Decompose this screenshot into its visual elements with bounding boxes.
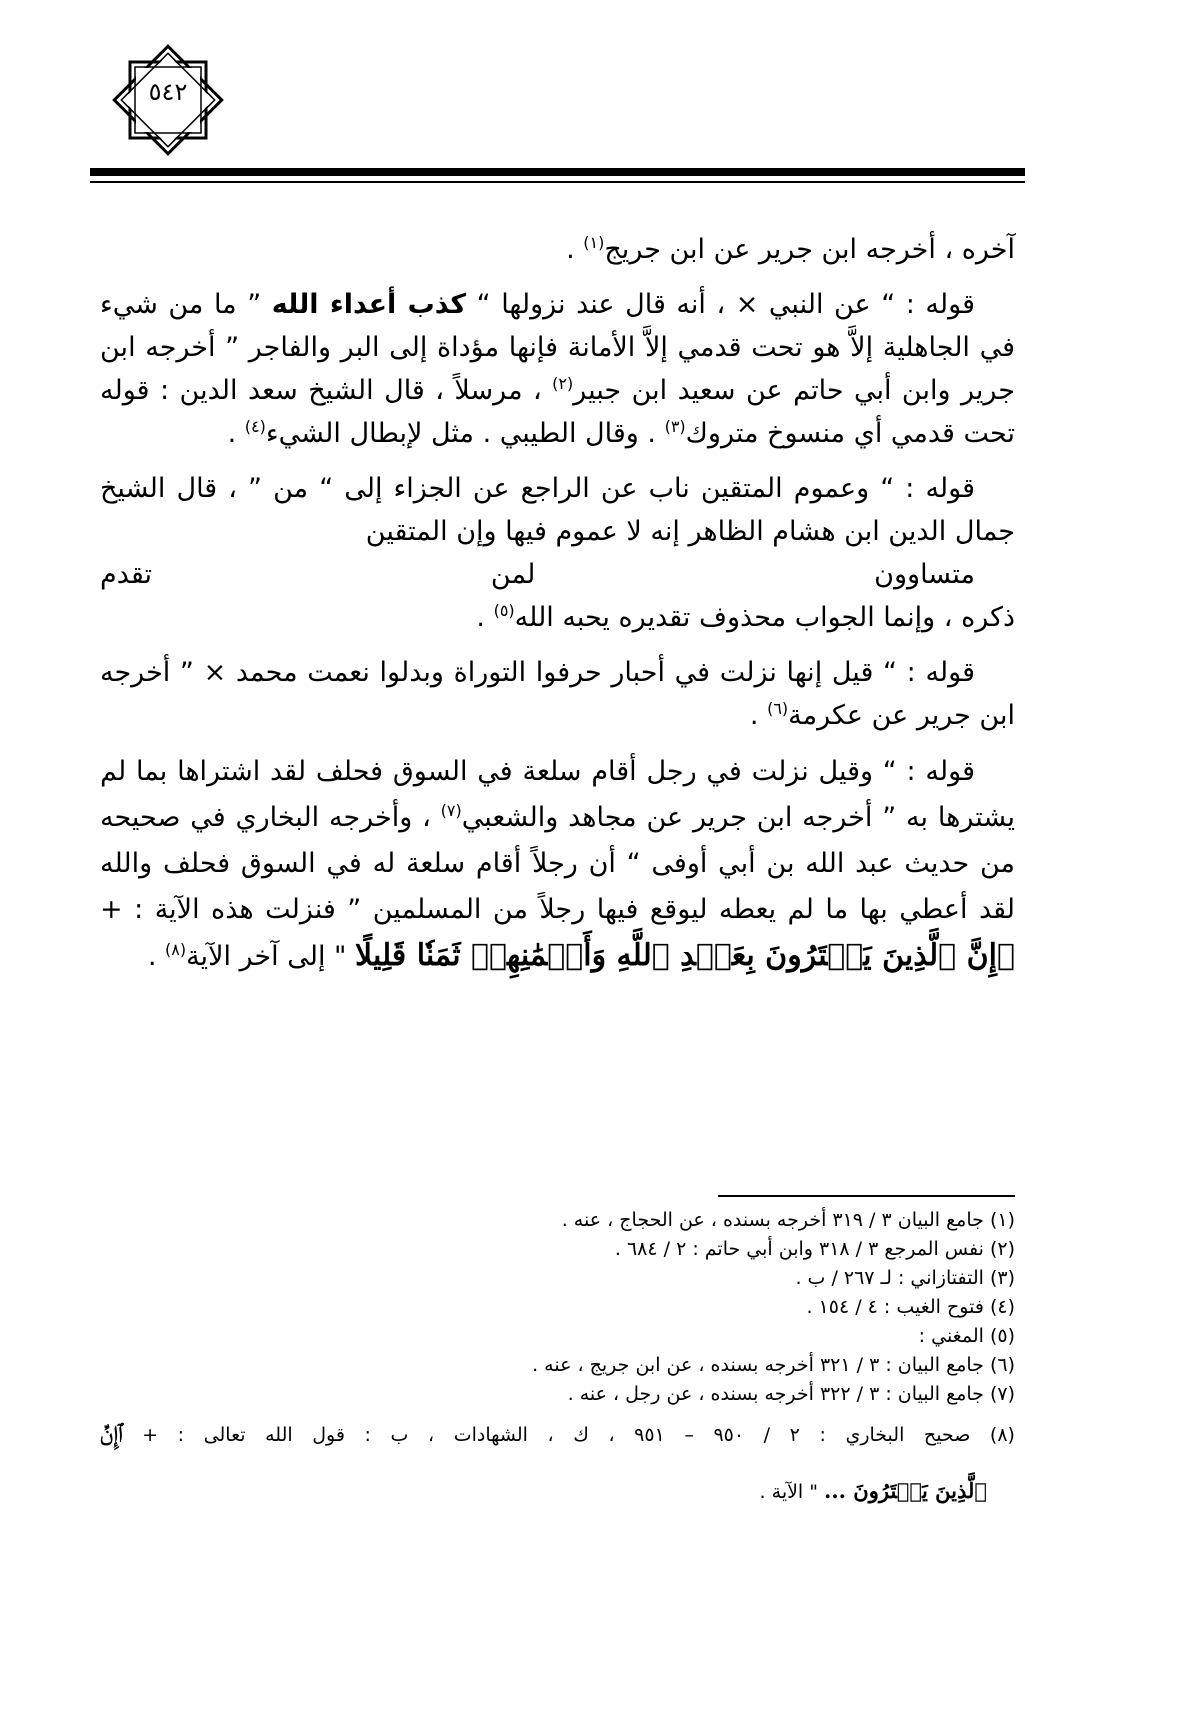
footnote-8-continued: ٱلَّذِينَ يَشۡتَرُونَ ... " الآية . <box>759 1478 987 1503</box>
page-number-badge <box>108 40 228 160</box>
footnote-1: (١) جامع البيان ٣ / ٣١٩ أخرجه بسنده ، عن الحجاج ، عنه . <box>561 1209 1015 1231</box>
footnote-6: (٦) جامع البيان : ٣ / ٣٢١ أخرجه بسنده ، عن ابن جريج ، عنه . <box>532 1354 1015 1376</box>
footnote-3: (٣) التفتازاني : لـ ٢٦٧ / ب . <box>795 1267 1015 1289</box>
paragraph-1: آخره ، أخرجه ابن جرير عن ابن جريج$^{(١)}$ . <box>566 233 1015 265</box>
paragraph-5: قوله : “ وقيل نزلت في رجل أقام سلعة في السوق فحلف لقد اشتراها بما لم يشترها به ” أخرجه ابن جرير عن مجاهد والشعبي$^{(٧)}$ ، وأخرجه البخاري في صحيحه من حديث عبد الله بن أبي أوفى “ أن رجلاً أقام سلعة له في السوق فحلف والله لقد أعطي بها ما لم يعطه ليوقع فيها رجلاً من المسلمين ” فنزلت هذه الآية : + ﭐإِنَّ ٱلَّذِينَ يَشۡتَرُونَ بِعَهۡدِ ٱللَّهِ وَأَيۡمَٰنِهِمۡ ثَمَنٗا قَلِيلًا " إلى آخر الآية$^{(٨)}$ . <box>100 756 1015 973</box>
paragraph-4: قوله : “ قيل إنها نزلت في أحبار حرفوا التوراة وبدلوا نعمت محمد × ” أخرجه ابن جرير عن عكرمة$^{(٦)}$ . <box>100 657 1015 731</box>
emphasis: كذب أعداء الله <box>271 289 467 320</box>
header-rule-thin <box>90 181 1025 183</box>
page-number: ٥٤٢ <box>148 78 188 106</box>
quran-verse: ﭐإِنَّ ٱلَّذِينَ يَشۡتَرُونَ بِعَهۡدِ ٱللَّهِ وَأَيۡمَٰنِهِمۡ ثَمَنٗا قَلِيلًا <box>355 938 1015 973</box>
footnote-separator <box>718 1195 1015 1197</box>
body-text <box>100 228 1015 992</box>
footnote-4: (٤) فتوح الغيب : ٤ / ١٥٤ . <box>806 1296 1015 1318</box>
footnote-5: (٥) المغني : <box>918 1325 1015 1347</box>
header-rule <box>90 168 1025 176</box>
footnote-2: (٢) نفس المرجع ٣ / ٣١٨ وابن أبي حاتم : ٢ / ٦٨٤ . <box>614 1238 1015 1260</box>
footnote-8: (٨) صحيح البخاري : ٢ / ٩٥٠ – ٩٥١ ، ك ، الشهادات ، ب : قول الله تعالى : + ﭐإِنَّ <box>100 1421 1015 1446</box>
footnotes <box>100 1206 1015 1507</box>
paragraph-2: قوله : “ عن النبي × ، أنه قال عند نزولها “ كذب أعداء الله ” ما من شيء في الجاهلية إلاَّ هو تحت قدمي إلاَّ الأمانة فإنها مؤداة إلى البر والفاجر ” أخرجه ابن جرير وابن أبي حاتم عن سعيد ابن جبير$^{(٢)}$ ، مرسلاً ، قال الشيخ سعد الدين : قوله تحت قدمي أي منسوخ متروك$^{(٣)}$ . وقال الطيبي . مثل لإبطال الشيء$^{(٤)}$ . <box>100 289 1015 449</box>
footnote-7: (٧) جامع البيان : ٣ / ٣٢٢ أخرجه بسنده ، عن رجل ، عنه . <box>567 1383 1015 1405</box>
paragraph-3: قوله : “ وعموم المتقين ناب عن الراجع عن الجزاء إلى “ من ” ، قال الشيخ جمال الدين ابن هشام الظاهر إنه لا عموم فيها وإن المتقين متساوون لمن تقدم ذكره ، وإنما الجواب محذوف تقديره يحبه الله$^{(٥)}$ . <box>100 473 1015 633</box>
stretched-line: متساوون لمن تقدم <box>100 559 975 590</box>
